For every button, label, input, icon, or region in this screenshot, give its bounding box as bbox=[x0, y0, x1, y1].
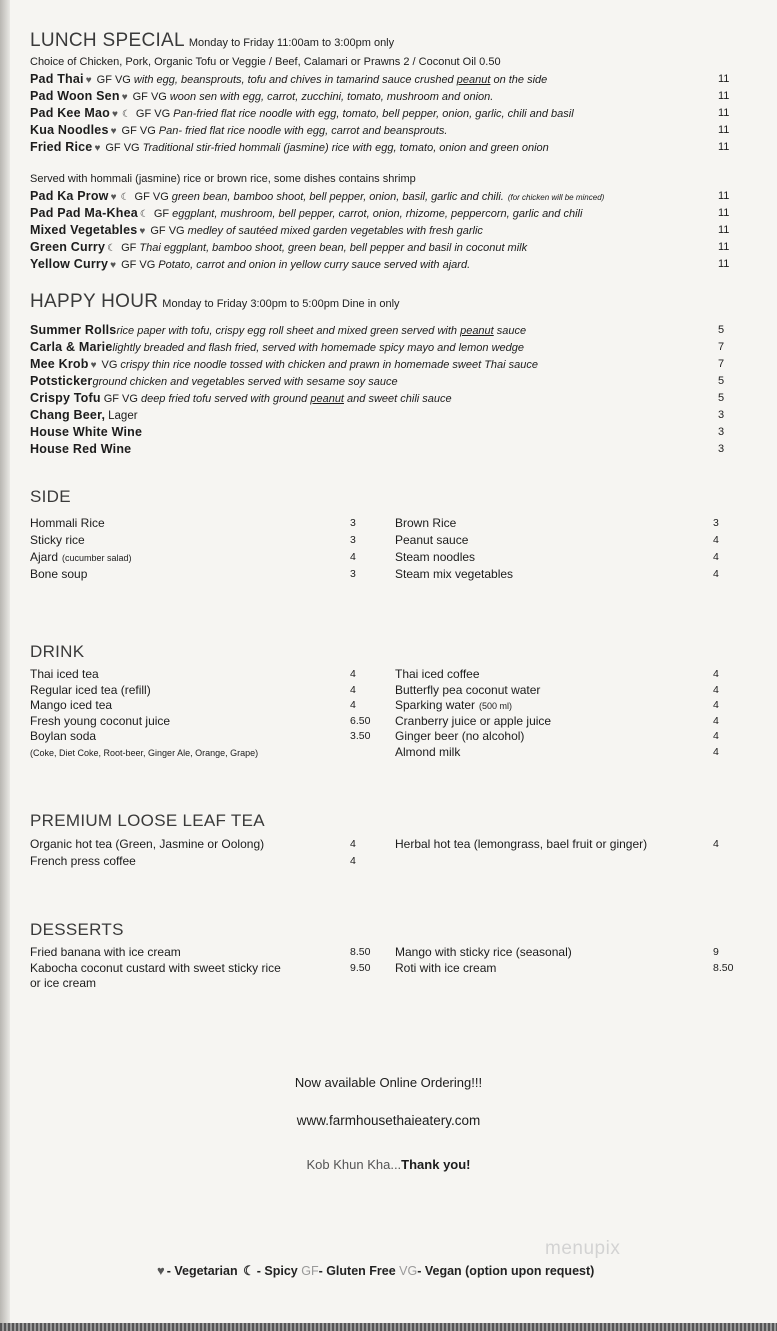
legend-vegetarian: - Vegetarian bbox=[166, 1264, 238, 1278]
item-price: 11 bbox=[718, 207, 730, 219]
menu-item bbox=[30, 122, 742, 139]
menu-item bbox=[30, 390, 742, 407]
item-name: Hommali Rice bbox=[30, 516, 105, 530]
item-price: 4 bbox=[713, 838, 719, 850]
item-name: Crispy Tofu bbox=[30, 391, 101, 405]
vegetarian-icon: ♥ bbox=[110, 260, 117, 271]
menu-item bbox=[30, 339, 742, 356]
item-note: (for chicken will be minced) bbox=[507, 193, 605, 202]
menu-item bbox=[30, 205, 742, 222]
item-name: Ajard bbox=[30, 550, 59, 564]
menu-item bbox=[30, 356, 742, 373]
item-detail: (500 ml) bbox=[479, 701, 513, 712]
diet-codes: GF bbox=[153, 208, 170, 220]
vegetarian-icon: ♥ bbox=[139, 226, 146, 237]
menu-item bbox=[395, 566, 735, 583]
menu-item bbox=[395, 667, 735, 683]
thanks-thai: Kob Khun Kha... bbox=[306, 1157, 402, 1172]
item-name: Almond milk bbox=[395, 744, 461, 759]
right-column bbox=[395, 836, 735, 853]
item-name: Thai iced coffee bbox=[395, 667, 480, 681]
page-bottom-edge bbox=[0, 1323, 777, 1331]
item-price: 3.50 bbox=[350, 730, 371, 743]
item-name: Peanut sauce bbox=[395, 533, 469, 547]
item-name: Thai iced tea bbox=[30, 667, 99, 681]
menu-item bbox=[30, 698, 370, 714]
legend-gluten-free: - Gluten Free bbox=[318, 1264, 396, 1278]
menu-item bbox=[30, 139, 742, 156]
item-price: 3 bbox=[718, 409, 725, 421]
diet-codes: GF VG bbox=[134, 191, 169, 203]
left-column bbox=[30, 836, 370, 870]
item-name: Sticky rice bbox=[30, 533, 85, 547]
item-price: 11 bbox=[718, 258, 730, 270]
item-name: Organic hot tea (Green, Jasmine or Oolong) bbox=[30, 837, 265, 851]
item-description: Pan- fried flat rice noodle with egg, carrot and beansprouts. bbox=[158, 125, 448, 137]
drink-section bbox=[30, 642, 742, 759]
item-price: 4 bbox=[350, 699, 356, 712]
item-price: 4 bbox=[350, 855, 356, 867]
menu-item bbox=[395, 683, 735, 699]
menu-item bbox=[30, 667, 370, 683]
choice-note: Choice of Chicken, Pork, Organic Tofu or Veggie / Beef, Calamari or Prawns 2 / Coconut Oil 0.50 bbox=[30, 56, 501, 68]
item-name: Summer Rolls bbox=[30, 323, 117, 337]
menu-item bbox=[395, 549, 735, 566]
left-column bbox=[30, 945, 370, 992]
item-name: Kua Noodles bbox=[30, 123, 109, 137]
legend bbox=[155, 1263, 594, 1279]
lunch-group-1 bbox=[30, 71, 742, 156]
menu-item bbox=[395, 729, 735, 745]
item-name: Ginger beer (no alcohol) bbox=[395, 729, 525, 744]
lunch-group-2 bbox=[30, 188, 742, 273]
item-price: 11 bbox=[718, 190, 730, 202]
item-name: Regular iced tea (refill) bbox=[30, 682, 151, 697]
item-price: 7 bbox=[718, 358, 725, 370]
item-price: 4 bbox=[350, 551, 356, 563]
menu-item bbox=[30, 322, 742, 339]
item-price: 4 bbox=[713, 714, 719, 727]
served-note: Served with hommali (jasmine) rice or brown rice, some dishes contains shrimp bbox=[30, 173, 416, 185]
item-name: Fresh young coconut juice bbox=[30, 713, 171, 728]
item-name: or ice cream bbox=[30, 976, 97, 991]
item-description: with egg, beansprouts, tofu and chives in tamarind sauce crushed peanut on the side bbox=[133, 74, 548, 86]
item-variant: Lager bbox=[108, 410, 138, 422]
item-name: Butterfly pea coconut water bbox=[395, 682, 541, 697]
menu-item bbox=[30, 188, 742, 205]
item-name: Bone soup bbox=[30, 567, 88, 581]
left-column bbox=[30, 667, 370, 761]
item-name: Roti with ice cream bbox=[395, 960, 497, 975]
item-price: 4 bbox=[713, 568, 719, 580]
item-name: Mixed Vegetables bbox=[30, 223, 138, 237]
item-description: Traditional stir-fried hommali (jasmine) rice with egg, tomato, onion and green onion bbox=[142, 142, 549, 154]
section-title: SIDE bbox=[30, 487, 71, 506]
item-price: 4 bbox=[713, 551, 719, 563]
item-price: 7 bbox=[718, 341, 725, 353]
right-column bbox=[395, 515, 735, 583]
menu-item bbox=[30, 373, 742, 390]
legend-vegan: - Vegan (option upon request) bbox=[417, 1264, 595, 1278]
item-price: 11 bbox=[718, 224, 730, 236]
menu-item bbox=[30, 424, 742, 441]
menu-item bbox=[395, 532, 735, 549]
desserts-section bbox=[30, 920, 742, 991]
spicy-icon: ☾ bbox=[139, 209, 149, 220]
section-subtitle: Monday to Friday 3:00pm to 5:00pm Dine in only bbox=[162, 298, 400, 310]
item-description: eggplant, mushroom, bell pepper, carrot, onion, rhizome, peppercorn, garlic and chili bbox=[172, 208, 583, 220]
vegetarian-icon: ♥ bbox=[85, 75, 92, 86]
item-name: Pad Woon Sen bbox=[30, 89, 120, 103]
menu-item bbox=[395, 945, 735, 961]
item-name: Steam mix vegetables bbox=[395, 567, 514, 581]
menu-item bbox=[30, 853, 370, 870]
item-price: 4 bbox=[713, 699, 719, 712]
item-name: Cranberry juice or apple juice bbox=[395, 713, 552, 728]
menu-item bbox=[30, 256, 742, 273]
menu-item bbox=[30, 441, 742, 458]
menu-item bbox=[395, 698, 735, 714]
menu-item bbox=[30, 549, 370, 566]
spicy-icon: ☾ bbox=[243, 1263, 255, 1278]
vegetarian-icon: ♥ bbox=[112, 109, 118, 120]
website-link[interactable]: www.farmhousethaieatery.com bbox=[296, 1113, 481, 1128]
item-price: 3 bbox=[718, 443, 725, 455]
left-column bbox=[30, 515, 370, 583]
vegetarian-icon: ♥ bbox=[157, 1263, 165, 1278]
item-price: 4 bbox=[713, 730, 719, 743]
item-price: 11 bbox=[718, 107, 730, 119]
item-name: Pad Ka Prow bbox=[30, 189, 109, 203]
item-description: lightly breaded and flash fried, served with homemade spicy mayo and lemon wedge bbox=[112, 342, 525, 354]
premium-tea-section bbox=[30, 811, 742, 868]
menu-item bbox=[30, 714, 370, 730]
section-subtitle: Monday to Friday 11:00am to 3:00pm only bbox=[188, 37, 395, 49]
menu-item bbox=[395, 714, 735, 730]
legend-spicy: - Spicy bbox=[256, 1264, 298, 1278]
menu-item bbox=[30, 566, 370, 583]
item-price: 4 bbox=[713, 534, 719, 546]
section-header bbox=[30, 291, 742, 322]
item-price: 4 bbox=[713, 745, 719, 758]
menu-item bbox=[30, 239, 742, 256]
diet-codes: GF VG bbox=[103, 393, 138, 405]
item-name: Pad Thai bbox=[30, 72, 84, 86]
item-price: 11 bbox=[718, 241, 730, 253]
menu-item bbox=[30, 961, 370, 977]
section-title: PREMIUM LOOSE LEAF TEA bbox=[30, 811, 265, 830]
item-price: 4 bbox=[350, 838, 356, 850]
item-name: Pad Kee Mao bbox=[30, 106, 111, 120]
item-name: Steam noodles bbox=[395, 550, 476, 564]
item-price: 5 bbox=[718, 392, 725, 404]
item-description: Potato, carrot and onion in yellow curry sauce served with ajard. bbox=[158, 259, 471, 271]
spicy-icon: ☾ bbox=[107, 243, 117, 254]
section-title: LUNCH SPECIAL bbox=[30, 30, 185, 51]
item-price: 6.50 bbox=[350, 714, 371, 727]
item-name: Brown Rice bbox=[395, 516, 457, 530]
right-column bbox=[395, 667, 735, 761]
item-description: ground chicken and vegetables served with sesame soy sauce bbox=[92, 376, 398, 388]
item-price: 4 bbox=[713, 683, 719, 696]
item-price: 4 bbox=[350, 683, 356, 696]
diet-codes: GF VG bbox=[135, 108, 171, 120]
item-price: 11 bbox=[718, 73, 730, 85]
item-price: 4 bbox=[350, 668, 356, 680]
item-name: Fried banana with ice cream bbox=[30, 945, 181, 959]
item-price: 8.50 bbox=[713, 961, 734, 974]
right-column bbox=[395, 945, 735, 976]
item-name: Chang Beer, bbox=[30, 408, 106, 422]
item-description: green bean, bamboo shoot, bell pepper, onion, basil, garlic and chili. bbox=[171, 191, 504, 203]
item-price: 3 bbox=[350, 568, 356, 580]
item-name: Sparking water bbox=[395, 698, 476, 713]
item-price: 11 bbox=[718, 141, 730, 153]
diet-codes: GF VG bbox=[150, 225, 185, 237]
item-price: 9 bbox=[713, 946, 719, 958]
item-description: Pan-fried flat rice noodle with egg, tomato, bell pepper, onion, garlic, chili and basil bbox=[173, 108, 574, 120]
item-description: deep fried tofu served with ground peanut and sweet chili sauce bbox=[140, 393, 452, 405]
item-price: 3 bbox=[350, 534, 356, 546]
spicy-icon: ☾ bbox=[120, 192, 130, 203]
section-title: DESSERTS bbox=[30, 920, 124, 939]
item-name: Potsticker bbox=[30, 374, 93, 388]
diet-codes: GF VG bbox=[121, 125, 156, 137]
item-name: Mango with sticky rice (seasonal) bbox=[395, 945, 572, 959]
item-price: 9.50 bbox=[350, 961, 371, 974]
item-description: woon sen with egg, carrot, zucchini, tomato, mushroom and onion. bbox=[169, 91, 494, 103]
item-price: 11 bbox=[718, 124, 730, 136]
page-edge bbox=[0, 0, 10, 1331]
item-name: Herbal hot tea (lemongrass, bael fruit or ginger) bbox=[395, 837, 648, 851]
menu-item bbox=[395, 836, 735, 853]
menu-item bbox=[30, 745, 370, 761]
menu-item bbox=[30, 515, 370, 532]
menu-item bbox=[395, 961, 735, 977]
legend-gf-code: GF bbox=[301, 1264, 319, 1278]
menu-item bbox=[30, 945, 370, 961]
diet-codes: GF VG bbox=[96, 74, 131, 86]
item-name: Fried Rice bbox=[30, 140, 93, 154]
item-description: rice paper with tofu, crispy egg roll sheet and mixed green served with peanut sauce bbox=[116, 325, 527, 337]
diet-codes: GF VG bbox=[132, 91, 167, 103]
thanks-english: Thank you! bbox=[401, 1157, 471, 1172]
happy-hour-section bbox=[30, 291, 742, 458]
section-title: DRINK bbox=[30, 642, 85, 661]
item-note: (Coke, Diet Coke, Root-beer, Ginger Ale, Orange, Grape) bbox=[30, 747, 259, 758]
spicy-icon: ☾ bbox=[121, 109, 131, 120]
item-price: 8.50 bbox=[350, 946, 371, 958]
menu-item bbox=[30, 976, 370, 992]
menu-item bbox=[30, 836, 370, 853]
menu-item bbox=[30, 729, 370, 745]
item-description: crispy thin rice noodle tossed with chicken and prawn in homemade sweet Thai sauce bbox=[120, 359, 539, 371]
vegetarian-icon: ♥ bbox=[90, 360, 97, 371]
item-price: 5 bbox=[718, 324, 725, 336]
menu-item bbox=[30, 407, 742, 424]
menu-item bbox=[395, 515, 735, 532]
diet-codes: GF VG bbox=[121, 259, 156, 271]
section-header bbox=[30, 30, 742, 54]
thank-you-text bbox=[0, 1157, 777, 1172]
item-name: Carla & Marie bbox=[30, 340, 113, 354]
item-name: Boylan soda bbox=[30, 729, 97, 744]
item-name: House Red Wine bbox=[30, 442, 132, 456]
item-price: 5 bbox=[718, 375, 725, 387]
item-description: medley of sautéed mixed garden vegetables with fresh garlic bbox=[187, 225, 483, 237]
diet-codes: GF VG bbox=[105, 142, 140, 154]
menu-item bbox=[395, 745, 735, 761]
item-name: Mango iced tea bbox=[30, 698, 113, 713]
diet-codes: GF bbox=[121, 242, 137, 254]
menu-item bbox=[30, 683, 370, 699]
diet-codes: VG bbox=[101, 359, 118, 371]
item-description: Thai eggplant, bamboo shoot, green bean, bell pepper and basil in coconut milk bbox=[139, 242, 528, 254]
lunch-special-section bbox=[30, 30, 742, 273]
item-name: French press coffee bbox=[30, 854, 136, 868]
item-price: 3 bbox=[350, 517, 356, 529]
menu-item bbox=[30, 222, 742, 239]
item-name: Kabocha coconut custard with sweet sticky rice bbox=[30, 960, 281, 975]
watermark: menupix bbox=[545, 1238, 621, 1259]
vegetarian-icon: ♥ bbox=[94, 143, 101, 154]
vegetarian-icon: ♥ bbox=[110, 126, 117, 137]
item-name: Yellow Curry bbox=[30, 257, 109, 271]
item-price: 4 bbox=[713, 668, 719, 680]
item-name: Green Curry bbox=[30, 240, 106, 254]
menu-item bbox=[30, 532, 370, 549]
item-name: Pad Pad Ma-Khea bbox=[30, 206, 138, 220]
item-price: 3 bbox=[713, 517, 719, 529]
menu-item bbox=[30, 71, 742, 88]
item-detail: (cucumber salad) bbox=[62, 553, 132, 563]
vegetarian-icon: ♥ bbox=[110, 192, 117, 203]
side-section bbox=[30, 487, 742, 581]
section-title: HAPPY HOUR bbox=[30, 291, 159, 312]
menu-item bbox=[30, 105, 742, 122]
vegetarian-icon: ♥ bbox=[121, 92, 128, 103]
happy-hour-items bbox=[30, 322, 742, 458]
item-name: Mee Krob bbox=[30, 357, 89, 371]
item-price: 11 bbox=[718, 90, 730, 102]
item-name: House White Wine bbox=[30, 425, 143, 439]
online-ordering-text: Now available Online Ordering!!! bbox=[294, 1075, 483, 1090]
item-price: 3 bbox=[718, 426, 725, 438]
menu-item bbox=[30, 88, 742, 105]
legend-vg-code: VG bbox=[399, 1264, 418, 1278]
